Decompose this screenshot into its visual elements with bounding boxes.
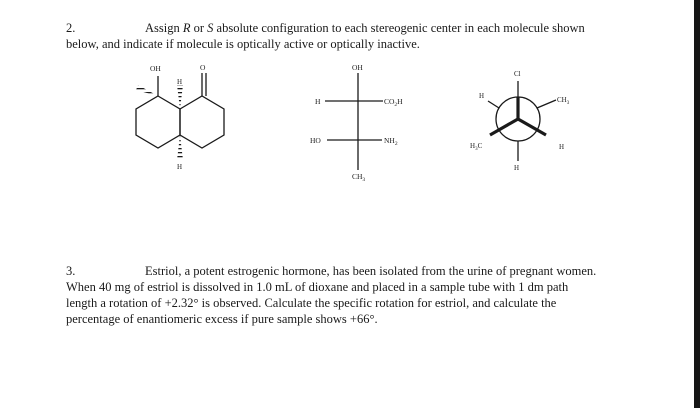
molecule-1-oh-label: OH: [150, 64, 161, 73]
fischer-row-1-right: $CO_2H$: [384, 97, 403, 108]
fischer-top-oh: OH: [352, 63, 363, 72]
question-3-line-3: length a rotation of +2.32° is observed. Calculate the specific rotation for estriol, and calculate the: [66, 296, 557, 310]
newman-bottom-h: H: [514, 164, 520, 172]
question-3-line-4: percentage of enantiomeric excess if pure sample shows +66°.: [66, 312, 378, 326]
molecule-1-h-top-label: H: [177, 78, 183, 86]
newman-front-bond-h-right: [518, 119, 546, 135]
newman-front-bond-ch3-left: [490, 119, 518, 135]
s-letter: S: [207, 21, 214, 35]
question-3-line-2: When 40 mg of estriol is dissolved in 1.0 mL of dioxane and placed in a sample tube with 1 dm path: [66, 280, 569, 294]
molecule-2-fischer: [325, 73, 383, 170]
hashed-h-wedge-bottom: [177, 135, 183, 160]
question-2-number: 2.: [66, 21, 76, 35]
molecule-1-decalin: [136, 73, 224, 160]
molecule-1-o-label: O: [200, 63, 206, 72]
newman-upper-left-h: H: [479, 92, 485, 100]
r-letter: R: [182, 21, 191, 35]
left-ring: [136, 96, 180, 148]
newman-back-bond-h: [488, 101, 499, 108]
question-3-line-1: Estriol, a potent estrogenic hormone, has been isolated from the urine of pregnant women.: [145, 264, 597, 278]
fischer-row-2-right-nh2: $NH_2$: [384, 136, 398, 147]
hashed-methyl-wedge: [136, 85, 158, 96]
question-3-number: 3.: [66, 264, 76, 278]
molecule-3-newman: [488, 81, 556, 161]
newman-lower-left-h3c: $H_3C$: [470, 142, 483, 152]
hashed-h-wedge-top: [177, 85, 183, 109]
newman-lower-right-h: H: [559, 143, 565, 151]
newman-top-cl: Cl: [514, 70, 521, 78]
fischer-row-2-left-ho: HO: [310, 136, 321, 145]
fischer-bottom-ch3: $CH_3$: [352, 172, 366, 183]
newman-upper-right-ch3: $CH_3$: [557, 96, 570, 106]
right-ring: [180, 96, 224, 148]
newman-back-bond-ch3: [537, 100, 556, 108]
question-2-line-2: below, and indicate if molecule is optically active or optically inactive.: [66, 37, 420, 51]
question-2-line-1: Assign R or S absolute configuration to each stereogenic center in each molecule shown: [145, 21, 585, 35]
fischer-row-1-left-h: H: [315, 97, 321, 106]
molecule-1-h-bottom-label: H: [177, 163, 183, 171]
